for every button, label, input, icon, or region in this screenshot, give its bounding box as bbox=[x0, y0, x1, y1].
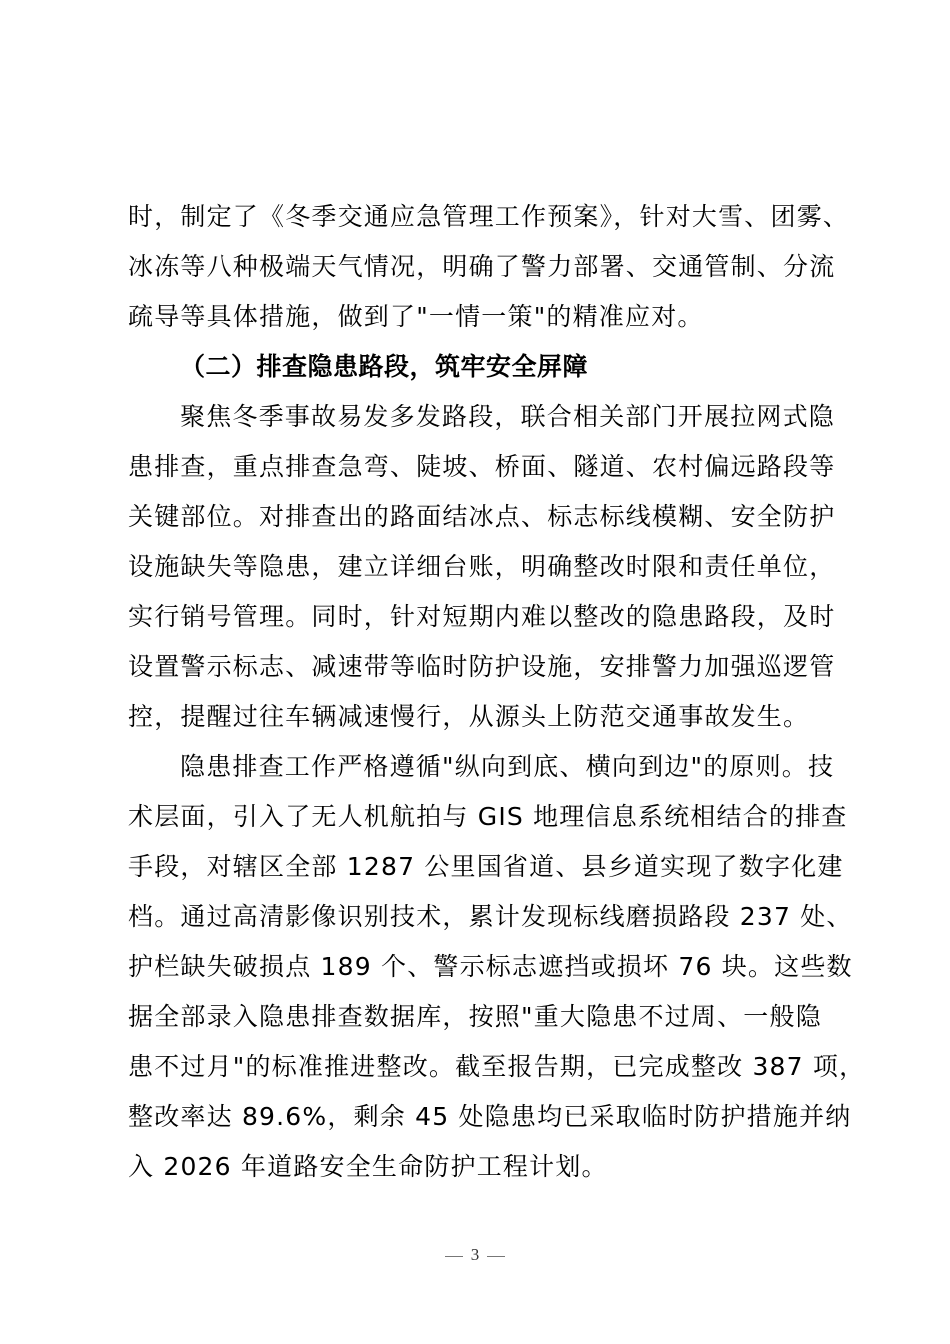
text-line: 实行销号管理。同时，针对短期内难以整改的隐患路段，及时 bbox=[128, 602, 836, 631]
text-line: 入 2026 年道路安全生命防护工程计划。 bbox=[128, 1152, 608, 1181]
page-footer bbox=[0, 1243, 950, 1267]
dash-left bbox=[445, 1256, 463, 1257]
text-line: 护栏缺失破损点 189 个、警示标志遮挡或损坏 76 块。这些数 bbox=[128, 952, 853, 981]
text-line: 手段，对辖区全部 1287 公里国省道、县乡道实现了数字化建 bbox=[128, 852, 844, 881]
text-line: 设置警示标志、减速带等临时防护设施，安排警力加强巡逻管 bbox=[128, 652, 836, 681]
text-line: 聚焦冬季事故易发多发路段，联合相关部门开展拉网式隐 bbox=[180, 402, 836, 431]
text-line: 疏导等具体措施，做到了"一情一策"的精准应对。 bbox=[128, 302, 704, 331]
text-line: 控，提醒过往车辆减速慢行，从源头上防范交通事故发生。 bbox=[128, 702, 810, 731]
text-line: 据全部录入隐患排查数据库，按照"重大隐患不过周、一般隐 bbox=[128, 1002, 822, 1031]
paragraph-technical-approach bbox=[128, 742, 866, 1192]
section-heading: （二）排查隐患路段，筑牢安全屏障 bbox=[180, 352, 589, 381]
text-line: 患排查，重点排查急弯、陡坡、桥面、隧道、农村偏远路段等 bbox=[128, 452, 836, 481]
text-line: 档。通过高清影像识别技术，累计发现标线磨损路段 237 处、 bbox=[128, 902, 853, 931]
document-body bbox=[128, 192, 866, 1192]
text-line: 术层面，引入了无人机航拍与 GIS 地理信息系统相结合的排查 bbox=[128, 802, 848, 831]
intro-paragraph bbox=[128, 192, 848, 342]
text-line: 隐患排查工作严格遵循"纵向到底、横向到边"的原则。技 bbox=[180, 752, 835, 781]
text-line: 冰冻等八种极端天气情况，明确了警力部署、交通管制、分流 bbox=[128, 252, 836, 281]
text-line: 患不过月"的标准推进整改。截至报告期，已完成整改 387 项， bbox=[128, 1052, 866, 1081]
dash-right bbox=[487, 1256, 505, 1257]
text-line: 关键部位。对排查出的路面结冰点、标志标线模糊、安全防护 bbox=[128, 502, 836, 531]
text-line: 设施缺失等隐患，建立详细台账，明确整改时限和责任单位， bbox=[128, 552, 836, 581]
page-number: 3 bbox=[470, 1245, 480, 1264]
text-line: 整改率达 89.6%，剩余 45 处隐患均已采取临时防护措施并纳 bbox=[128, 1102, 852, 1131]
text-line: 时，制定了《冬季交通应急管理工作预案》，针对大雪、团雾、 bbox=[128, 202, 850, 231]
paragraph-hazard-inspection bbox=[128, 392, 848, 742]
